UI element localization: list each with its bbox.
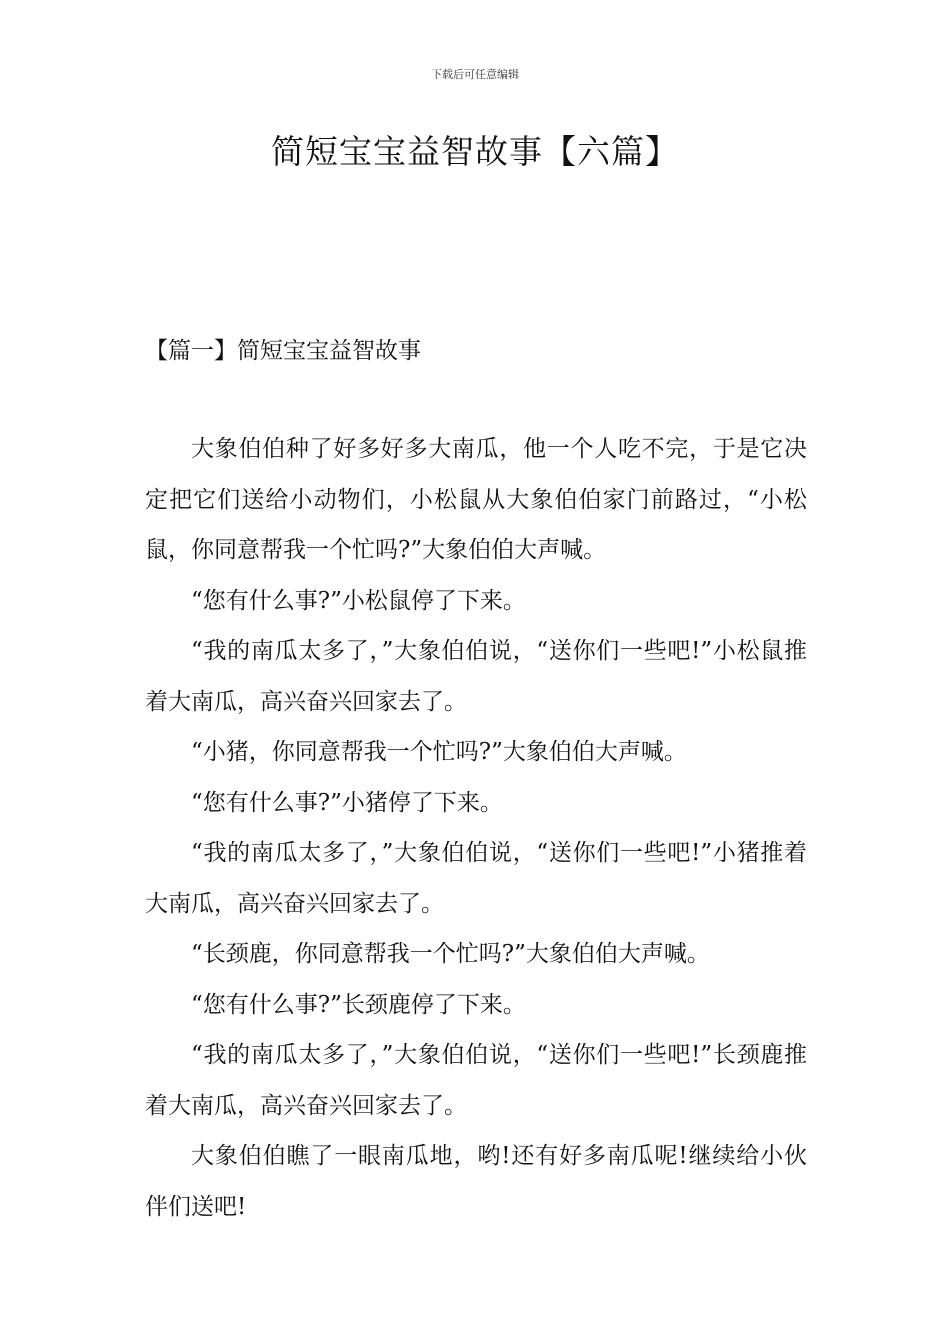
story-paragraph: 大象伯伯种了好多好多大南瓜，他一个人吃不完，于是它决定把它们送给小动物们，小松鼠从大象伯伯家门前路过，“小松鼠，你同意帮我一个忙吗?”大象伯伯大声喊。 xyxy=(145,436,807,563)
header-note: 下载后可任意编辑 xyxy=(431,68,519,81)
story-body xyxy=(145,424,807,1232)
story-paragraph: “长颈鹿，你同意帮我一个忙吗?”大象伯伯大声喊。 xyxy=(191,941,710,967)
story-paragraph: “我的南瓜太多了，”大象伯伯说，“送你们一些吧!”小猪推着大南瓜，高兴奋兴回家去了。 xyxy=(145,840,807,917)
story-paragraph: “您有什么事?”长颈鹿停了下来。 xyxy=(191,991,526,1018)
story-paragraph: “我的南瓜太多了，”大象伯伯说，“送你们一些吧!”小松鼠推着大南瓜，高兴奋兴回家去了。 xyxy=(145,638,807,715)
document-title: 简短宝宝益智故事【六篇】 xyxy=(271,132,679,171)
story-paragraph: “您有什么事?”小松鼠停了下来。 xyxy=(191,587,526,614)
section-heading: 【篇一】简短宝宝益智故事 xyxy=(145,338,421,364)
story-paragraph: “您有什么事?”小猪停了下来。 xyxy=(191,789,503,816)
story-paragraph: “小猪，你同意帮我一个忙吗?”大象伯伯大声喊。 xyxy=(191,739,687,765)
story-paragraph: “我的南瓜太多了，”大象伯伯说，“送你们一些吧!”长颈鹿推着大南瓜，高兴奋兴回家去了。 xyxy=(145,1042,807,1119)
story-paragraph: 大象伯伯瞧了一眼南瓜地，哟!还有好多南瓜呢!继续给小伙伴们送吧! xyxy=(145,1143,807,1220)
